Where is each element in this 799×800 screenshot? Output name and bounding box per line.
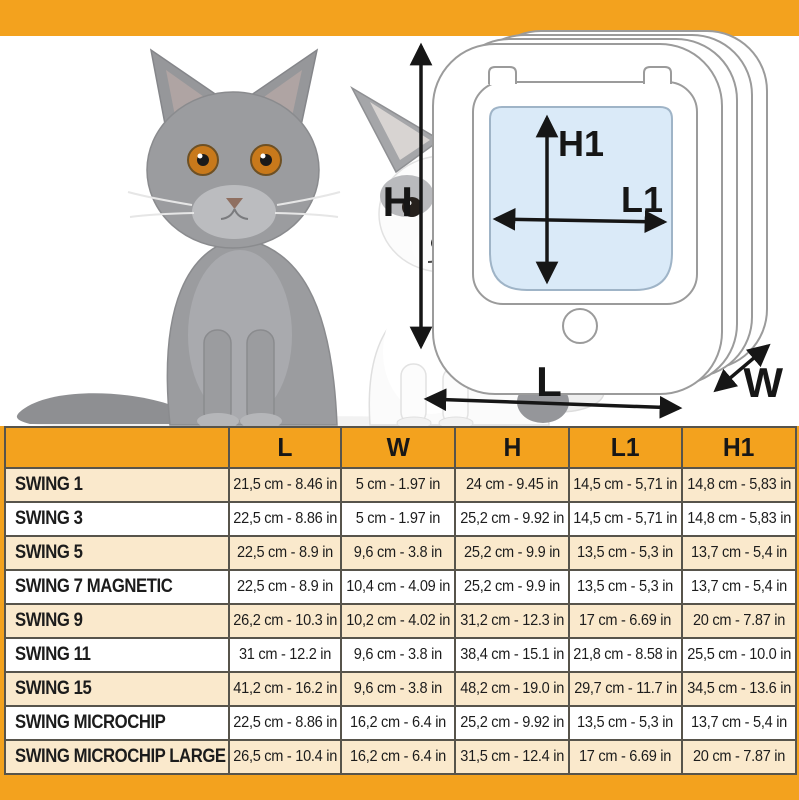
dimension-cell: 14,8 cm - 5,83 in	[682, 502, 796, 536]
col-header-H: H	[455, 427, 569, 468]
dimension-cell: 24 cm - 9.45 in	[455, 468, 569, 502]
model-cell: SWING 5	[5, 536, 229, 570]
dimension-cell: 25,2 cm - 9.9 in	[455, 536, 569, 570]
dimension-cell: 9,6 cm - 3.8 in	[341, 672, 455, 706]
dimension-cell: 20 cm - 7.87 in	[682, 740, 796, 774]
dimension-cell: 22,5 cm - 8.86 in	[229, 502, 341, 536]
dimension-cell: 25,5 cm - 10.0 in	[682, 638, 796, 672]
table-row-swing-15	[5, 672, 796, 706]
dimension-cell: 38,4 cm - 15.1 in	[455, 638, 569, 672]
table-row-swing-5	[5, 536, 796, 570]
col-header-L: L	[229, 427, 341, 468]
dimension-cell: 14,8 cm - 5,83 in	[682, 468, 796, 502]
label-L1: L1	[620, 179, 663, 220]
dimensions-table	[4, 426, 797, 775]
label-H: H	[382, 178, 413, 225]
dimension-cell: 10,2 cm - 4.02 in	[341, 604, 455, 638]
table-row-swing-7-magnetic	[5, 570, 796, 604]
model-cell: SWING MICROCHIP LARGE	[5, 740, 229, 774]
dimension-cell: 16,2 cm - 6.4 in	[341, 706, 455, 740]
dimension-cell: 13,7 cm - 5,4 in	[682, 570, 796, 604]
col-header-W: W	[341, 427, 455, 468]
model-cell: SWING 1	[5, 468, 229, 502]
table-row-swing-9	[5, 604, 796, 638]
dimension-cell: 22,5 cm - 8.86 in	[229, 706, 341, 740]
dimension-cell: 21,8 cm - 8.58 in	[569, 638, 682, 672]
dimensions-table-section	[0, 426, 799, 800]
col-header-L1: L1	[569, 427, 682, 468]
dimension-cell: 21,5 cm - 8.46 in	[229, 468, 341, 502]
dimension-cell: 22,5 cm - 8.9 in	[229, 570, 341, 604]
dimension-cell: 17 cm - 6.69 in	[569, 604, 682, 638]
table-row-swing-3	[5, 502, 796, 536]
dimension-cell: 10,4 cm - 4.09 in	[341, 570, 455, 604]
top-illustration	[0, 26, 799, 426]
model-cell: SWING 3	[5, 502, 229, 536]
dimension-cell: 9,6 cm - 3.8 in	[341, 638, 455, 672]
top-section	[0, 36, 799, 426]
dimension-cell: 17 cm - 6.69 in	[569, 740, 682, 774]
dimension-cell: 16,2 cm - 6.4 in	[341, 740, 455, 774]
dimension-cell: 9,6 cm - 3.8 in	[341, 536, 455, 570]
dimension-cell: 13,7 cm - 5,4 in	[682, 536, 796, 570]
dimension-cell: 25,2 cm - 9.92 in	[455, 706, 569, 740]
pet-door-diagram	[383, 31, 784, 408]
dimension-cell: 13,5 cm - 5,3 in	[569, 570, 682, 604]
door-tab	[489, 67, 516, 84]
label-L: L	[536, 358, 562, 405]
dimension-cell: 29,7 cm - 11.7 in	[569, 672, 682, 706]
dimension-cell: 48,2 cm - 19.0 in	[455, 672, 569, 706]
door-lock-knob	[563, 309, 597, 343]
dimension-cell: 5 cm - 1.97 in	[341, 502, 455, 536]
dimension-cell: 20 cm - 7.87 in	[682, 604, 796, 638]
dimension-cell: 13,5 cm - 5,3 in	[569, 706, 682, 740]
dimension-cell: 31,5 cm - 12.4 in	[455, 740, 569, 774]
label-H1: H1	[558, 123, 605, 164]
col-header-H1: H1	[682, 427, 796, 468]
table-row-swing-microchip-large	[5, 740, 796, 774]
table-row-swing-microchip	[5, 706, 796, 740]
table-row-swing-11	[5, 638, 796, 672]
label-W: W	[743, 359, 783, 406]
table-row-swing-1	[5, 468, 796, 502]
corner-header	[5, 427, 229, 468]
dimension-cell: 31 cm - 12.2 in	[229, 638, 341, 672]
dimension-cell: 34,5 cm - 13.6 in	[682, 672, 796, 706]
dimension-cell: 26,5 cm - 10.4 in	[229, 740, 341, 774]
dimension-cell: 14,5 cm - 5,71 in	[569, 502, 682, 536]
dimension-cell: 13,5 cm - 5,3 in	[569, 536, 682, 570]
cat-illustration	[17, 50, 340, 426]
header-row	[5, 427, 796, 468]
dimension-cell: 22,5 cm - 8.9 in	[229, 536, 341, 570]
model-cell: SWING 9	[5, 604, 229, 638]
door-tab	[644, 67, 671, 84]
model-cell: SWING 11	[5, 638, 229, 672]
dimension-cell: 13,7 cm - 5,4 in	[682, 706, 796, 740]
dimension-cell: 26,2 cm - 10.3 in	[229, 604, 341, 638]
dimension-cell: 5 cm - 1.97 in	[341, 468, 455, 502]
dimension-cell: 14,5 cm - 5,71 in	[569, 468, 682, 502]
dimension-cell: 31,2 cm - 12.3 in	[455, 604, 569, 638]
model-cell: SWING 15	[5, 672, 229, 706]
dimension-cell: 25,2 cm - 9.9 in	[455, 570, 569, 604]
dimension-cell: 41,2 cm - 16.2 in	[229, 672, 341, 706]
model-cell: SWING MICROCHIP	[5, 706, 229, 740]
model-cell: SWING 7 MAGNETIC	[5, 570, 229, 604]
dimension-cell: 25,2 cm - 9.92 in	[455, 502, 569, 536]
